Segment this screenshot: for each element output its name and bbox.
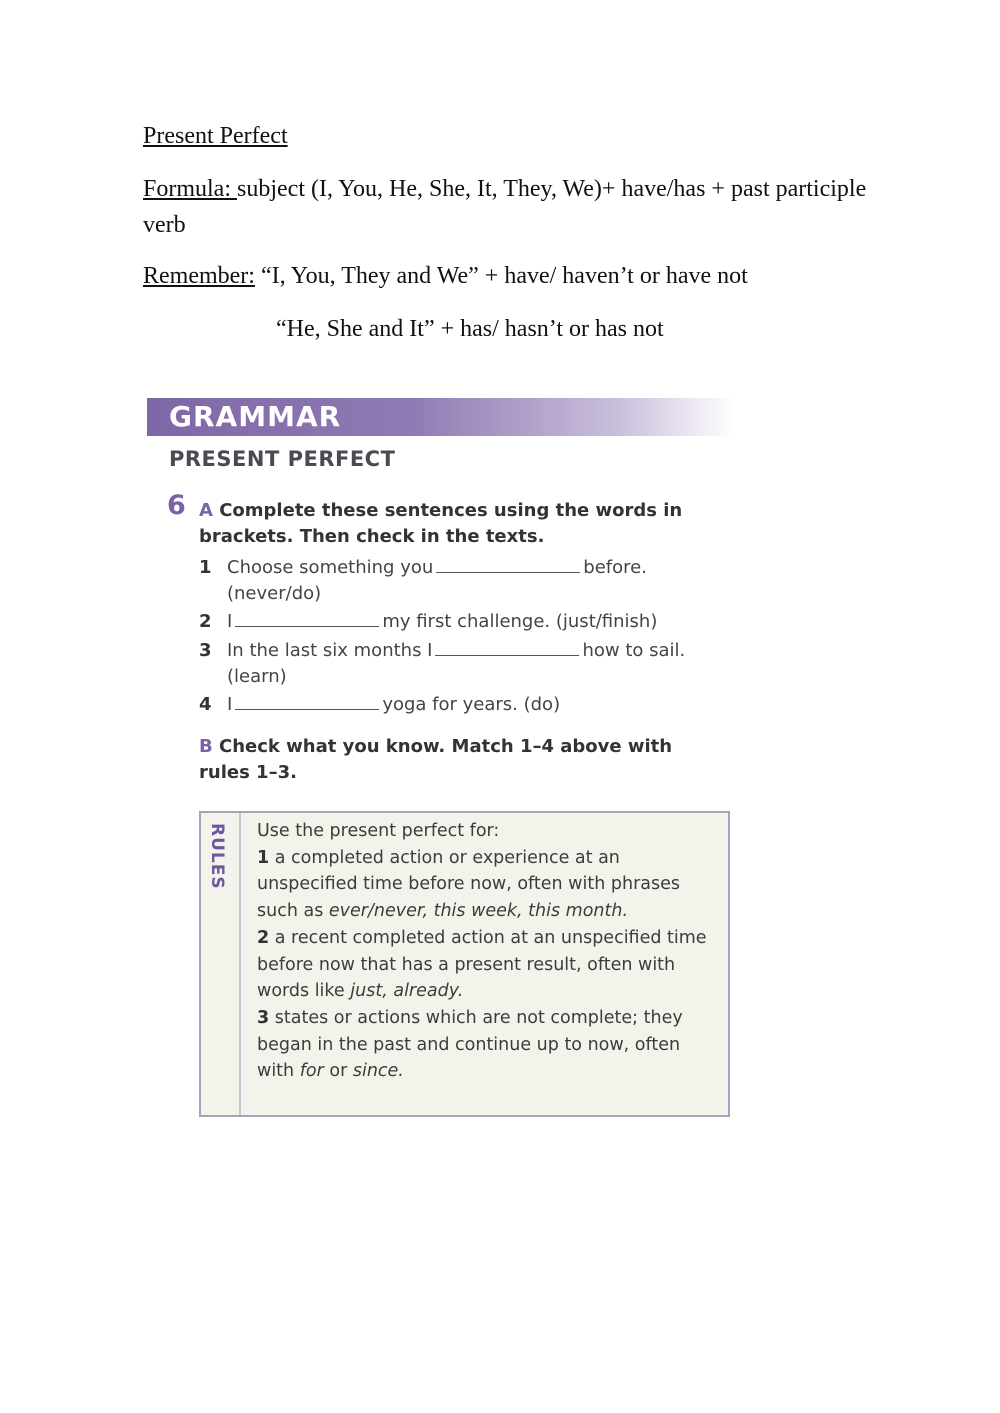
rule-example-since: since. (352, 1061, 404, 1082)
part-a-text: Complete these sentences using the words in brackets. Then check in the texts. (199, 500, 683, 547)
rule-3 (257, 1005, 719, 1085)
rules-intro: Use the present perfect for: (257, 821, 500, 841)
rules-sidebar (201, 813, 241, 1115)
item-number: 3 (199, 640, 212, 661)
item-number: 1 (199, 557, 212, 578)
item-hint: (learn) (227, 666, 287, 687)
item-text-before: Choose something you (227, 557, 434, 578)
rule-text: states or actions which are not complete; they began in the past and continue up to now, often with (257, 1007, 683, 1082)
item-number: 4 (199, 694, 212, 715)
rule-example-for: for (299, 1061, 324, 1082)
item-text-after: before. (583, 557, 647, 578)
exercise-item (199, 638, 729, 690)
rule-2 (257, 925, 719, 1005)
rule-conjunction: or (329, 1061, 348, 1082)
part-a-instruction (199, 498, 719, 550)
exercise-number: 6 (167, 490, 186, 521)
exercise-item (199, 555, 729, 607)
rule-1 (257, 845, 719, 925)
rules-box (199, 811, 730, 1117)
item-text-before: In the last six months I (227, 640, 433, 661)
answer-blank[interactable] (235, 693, 379, 710)
rule-number: 2 (257, 927, 270, 948)
rules-content (257, 818, 719, 1085)
exercise-item (199, 692, 729, 718)
item-text-before: I (227, 611, 233, 632)
answer-blank[interactable] (435, 639, 579, 656)
part-a-letter: A (199, 500, 213, 521)
formula-text: subject (I, You, He, She, It, They, We)+ have/has + past participle verb (143, 176, 867, 238)
exercise-item (199, 609, 729, 635)
item-text-after: yoga for years. (do) (382, 694, 561, 715)
formula-line (143, 171, 873, 243)
remember-line-2: “He, She and It” + has/ hasn’t or has not (276, 316, 664, 342)
grammar-subheading: PRESENT PERFECT (169, 447, 396, 471)
rule-number: 3 (257, 1007, 270, 1028)
rule-examples: ever/never, this week, this month. (328, 901, 629, 922)
item-text-after: how to sail. (582, 640, 686, 661)
rule-examples: just, already. (350, 981, 464, 1002)
answer-blank[interactable] (235, 610, 379, 627)
remember-line-1: “I, You, They and We” + have/ haven’t or have not (254, 263, 748, 289)
item-text-after: my first challenge. (just/finish) (382, 611, 658, 632)
formula-label: Formula: (143, 176, 237, 202)
remember-label: Remember: (143, 263, 255, 289)
rule-number: 1 (257, 847, 270, 868)
page-title: Present Perfect (143, 123, 288, 149)
item-text-before: I (227, 694, 233, 715)
part-b-instruction (199, 734, 719, 786)
rule-text: a completed action or experience at an unspecified time before now, often with phrases such as (257, 847, 680, 922)
answer-blank[interactable] (436, 556, 580, 573)
rules-label: RULES (207, 823, 227, 890)
item-hint: (never/do) (227, 583, 322, 604)
part-b-text: Check what you know. Match 1–4 above with rules 1–3. (199, 736, 673, 783)
part-b-letter: B (199, 736, 213, 757)
item-number: 2 (199, 611, 212, 632)
grammar-banner (147, 398, 735, 436)
grammar-banner-title: GRAMMAR (169, 400, 342, 433)
remember-line (143, 259, 748, 293)
rule-text: a recent completed action at an unspecified time before now that has a present result, often with words like (257, 927, 707, 1002)
